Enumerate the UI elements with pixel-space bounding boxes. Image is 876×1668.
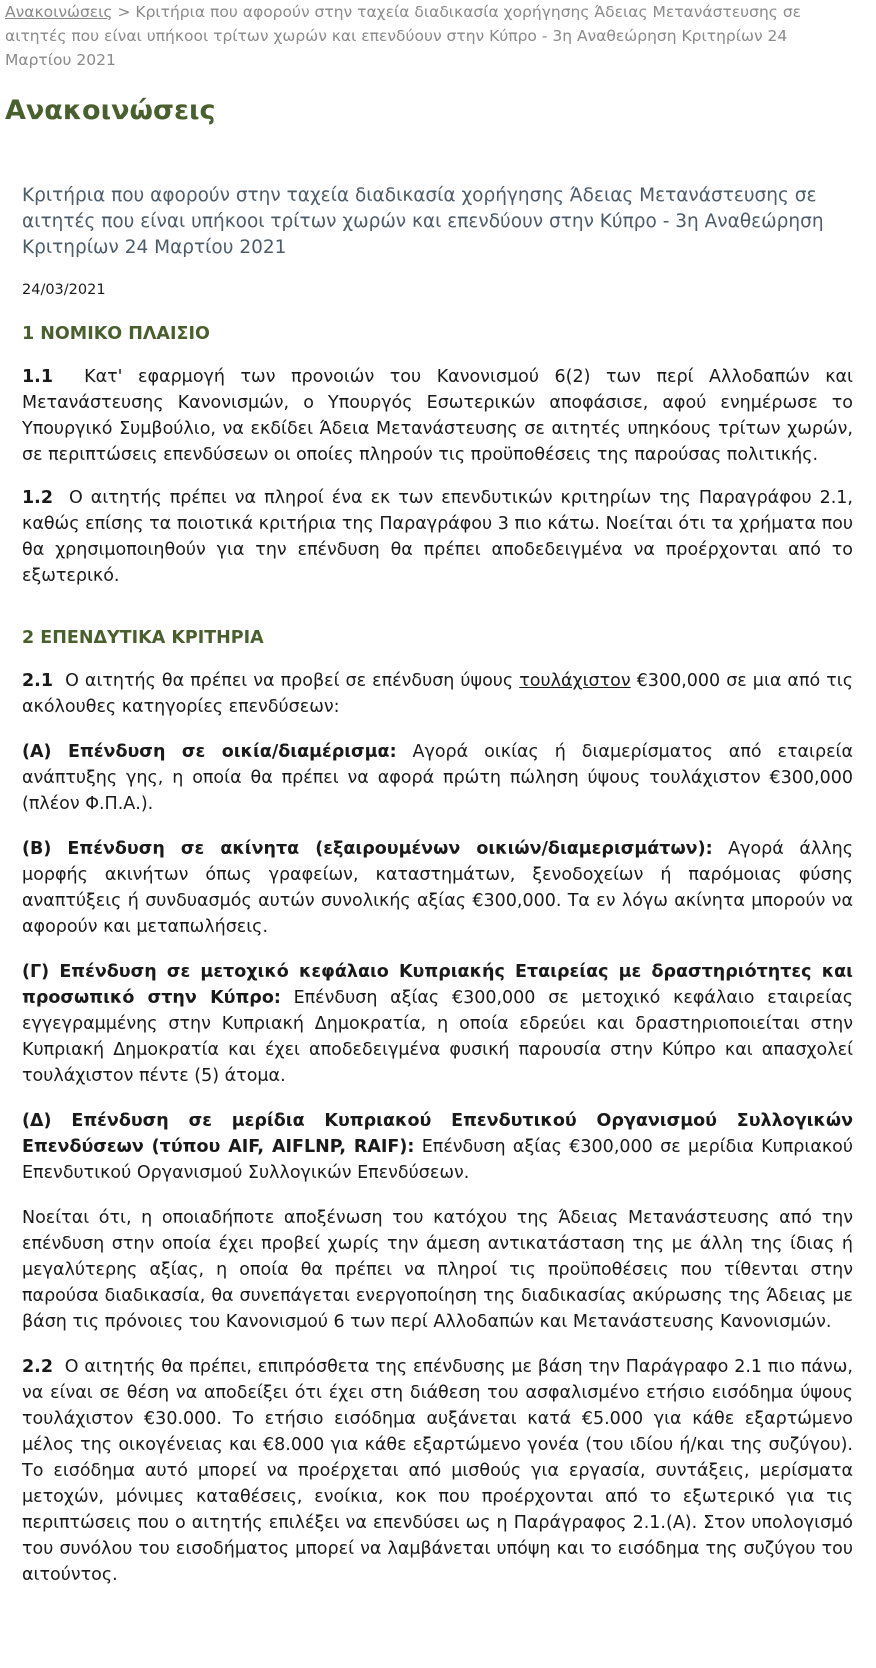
article-date: 24/03/2021 (22, 282, 106, 298)
paragraph-2-2 (22, 1354, 853, 1588)
category-text: Αγορά οικίας ή διαμερίσματος από εταιρεία ανάπτυξης γης, η οποία θα πρέπει να αφορά πρώτη πώληση ύψους τουλάχιστον €300,000 (πλέον Φ.Π.Α.). (22, 742, 853, 814)
section-1-heading: 1 ΝΟΜΙΚΟ ΠΛΑΙΣΙΟ (22, 324, 210, 344)
breadcrumb-current: Κριτήρια που αφορούν στην ταχεία διαδικασία χορήγησης Άδειας Μετανάστευσης σε αιτητές που είναι υπήκοοι τρίτων χωρών και επενδύουν στην Κύπρο - 3η Αναθεώρηση Κριτηρίων 24 Μαρτίου 2021 (5, 3, 802, 69)
paragraph-number: 1.1 (22, 367, 54, 387)
investment-category-b (22, 836, 853, 940)
category-label: (Γ) Επένδυση σε μετοχικό κεφάλαιο Κυπριακής Εταιρείας με δραστηριότητες και προσωπικό στην Κύπρο: (22, 962, 853, 1008)
page-title: Ανακοινώσεις (5, 95, 216, 126)
paragraph-1-2 (22, 485, 853, 589)
paragraph-text: Ο αιτητής θα πρέπει να προβεί σε επένδυση ύψους (65, 671, 520, 691)
category-label: (Δ) Επένδυση σε μερίδια Κυπριακού Επενδυτικού Οργανισμού Συλλογικών Επενδύσεων (τύπου AIF, AIFLNP, RAIF): (22, 1111, 853, 1157)
paragraph-1-1 (22, 364, 853, 468)
category-text: Επένδυση αξίας €300,000 σε μερίδια Κυπριακού Επενδυτικού Οργανισμού Συλλογικών Επενδύσεων. (22, 1137, 854, 1183)
section-2-heading: 2 ΕΠΕΝΔΥΤΙΚΑ ΚΡΙΤΗΡΙΑ (22, 628, 264, 648)
paragraph-number: 1.2 (22, 488, 54, 508)
paragraph-text: Ο αιτητής πρέπει να πληροί ένα εκ των επενδυτικών κριτηρίων της Παραγράφου 2.1, καθώς επίσης τα ποιοτικά κριτήρια της Παραγράφου 3 πιο κάτω. Νοείται ότι τα χρήματα που θα χρησιμοποιηθούν για την επένδυση θα πρέπει αποδεδειγμένα να προέρχονται από το εξωτερικό. (22, 488, 853, 586)
divestment-note: Νοείται ότι, η οποιαδήποτε αποξένωση του κατόχου της Άδειας Μετανάστευσης από την επένδυση στην οποία έχει προβεί χωρίς την άμεση αντικατάσταση της με άλλη της ίδιας ή μεγαλύτερης αξίας, η οποία θα πρέπει να πληροί τις προϋποθέσεις που τίθενται στην παρούσα διαδικασία, θα συνεπάγεται ενεργοποίηση της διαδικασίας ακύρωσης της Άδειας με βάση τις πρόνοιες του Κανονισμού 6 των περί Αλλοδαπών και Μετανάστευσης Κανονισμών. (22, 1208, 853, 1332)
underlined-text: τουλάχιστον (519, 671, 631, 691)
investment-category-d (22, 1108, 853, 1186)
breadcrumb-separator: > (117, 3, 131, 21)
article-subtitle: Κριτήρια που αφορούν στην ταχεία διαδικασία χορήγησης Άδειας Μετανάστευσης σε αιτητές που είναι υπήκοοι τρίτων χωρών και επενδύουν στην Κύπρο - 3η Αναθεώρηση Κριτηρίων 24 Μαρτίου 2021 (22, 185, 824, 258)
breadcrumb (5, 0, 845, 72)
paragraph-text: €300,000 σε μια από τις ακόλουθες κατηγορίες επενδύσεων: (22, 671, 853, 717)
paragraph-number: 2.2 (22, 1357, 54, 1377)
investment-category-a (22, 739, 853, 817)
paragraph-text: Ο αιτητής θα πρέπει, επιπρόσθετα της επένδυσης με βάση την Παράγραφο 2.1 πιο πάνω, να είναι σε θέση να αποδείξει ότι έχει στη διάθεση του ασφαλισμένο ετήσιο εισόδημα ύψους τουλάχιστον €30.000. Το ετήσιο εισόδημα αυξάνεται κατά €5.000 για κάθε εξαρτώμενο μέλος της οικογένειας και €8.000 για κάθε εξαρτώμενο γονέα (του ιδίου ή/και της συζύγου). Το εισόδημα αυτό μπορεί να προέρχεται από μισθούς για εργασία, συντάξεις, μερίσματα μετοχών, μόνιμες καταθέσεις, ενοίκια, κοκ που προέρχονται από το εξωτερικό για τις περιπτώσεις που ο αιτητής επιλέξει να επενδύσει ως η Παράγραφος 2.1.(Α). Στον υπολογισμό του συνόλου του εισοδήματος μπορεί να λαμβάνεται υπόψη και το εισόδημα της συζύγου του αιτούντος. (22, 1357, 853, 1585)
article-content (22, 183, 853, 1588)
category-text: Επένδυση αξίας €300,000 σε μετοχικό κεφάλαιο εταιρείας εγγεγραμμένης στην Κυπριακή Δημοκρατία, η οποία εδρεύει και δραστηριοποιείται στην Κυπριακή Δημοκρατία και έχει αποδεδειγμένα φυσική παρουσία στην Κύπρο και απασχολεί τουλάχιστον πέντε (5) άτομα. (22, 988, 853, 1086)
category-text: Αγορά άλλης μορφής ακινήτων όπως γραφείων, καταστημάτων, ξενοδοχείων ή παρόμοιας φύσης αναπτύξεις ή συνδυασμός αυτών συνολικής αξίας €300,000. Τα εν λόγω ακίνητα μπορούν να αφορούν και μεταπωλήσεις. (22, 839, 853, 937)
investment-category-c (22, 959, 853, 1089)
paragraph-text: Κατ' εφαρμογή των προνοιών του Κανονισμού 6(2) των περί Αλλοδαπών και Μετανάστευσης Κανονισμών, ο Υπουργός Εσωτερικών αποφάσισε, αφού ενημέρωσε το Υπουργικό Συμβούλιο, να εκδίδει Άδεια Μετανάστευσης σε αιτητές υπηκόους τρίτων χωρών, σε περιπτώσεις επενδύσεων οι οποίες πληρούν τις προϋποθέσεις της παρούσας πολιτικής. (22, 367, 853, 465)
paragraph-number: 2.1 (22, 671, 54, 691)
breadcrumb-link-announcements[interactable]: Ανακοινώσεις (5, 3, 113, 21)
paragraph-2-1 (22, 668, 853, 720)
category-label: (Α) Επένδυση σε οικία/διαμέρισμα: (22, 742, 397, 762)
category-label: (Β) Επένδυση σε ακίνητα (εξαιρουμένων οικιών/διαμερισμάτων): (22, 839, 713, 859)
